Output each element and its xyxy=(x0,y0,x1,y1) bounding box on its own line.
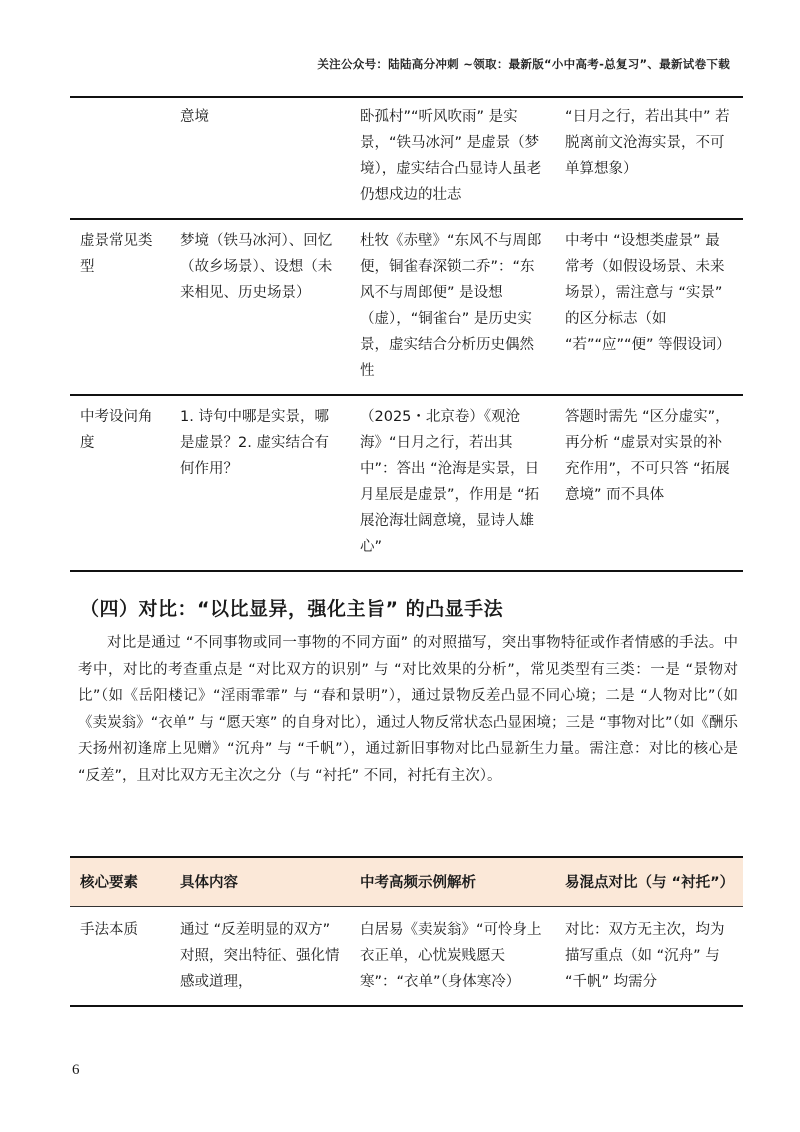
table-cell: 杜牧《赤壁》“东风不与周郎便，铜雀春深锁二乔”：“东风不与周郎便” 是设想（虚），“铜雀台” 是历史实景，虚实结合分析历史偶然性 xyxy=(350,219,555,395)
table-row xyxy=(70,907,743,1007)
comparison-table-continued xyxy=(70,96,743,572)
page-header: 关注公众号：陆陆高分冲刺 ~领取：最新版“小中高考-总复习”、最新试卷下载 xyxy=(317,57,730,71)
table-cell: 答题时需先 “区分虚实”，再分析 “虚景对实景的补充作用”，不可只答 “拓展意境” 而不具体 xyxy=(555,395,743,571)
section-heading: （四）对比：“以比显异，强化主旨” 的凸显手法 xyxy=(80,598,504,620)
table-cell: 1. 诗句中哪是实景，哪是虚景？2. 虚实结合有何作用？ xyxy=(170,395,350,571)
section-paragraph: 对比是通过 “不同事物或同一事物的不同方面” 的对照描写，突出事物特征或作者情感的手法。中考中，对比的考查重点是 “对比双方的识别” 与 “对比效果的分析”，常见类型有三类：一是 “景物对比”（如《岳阳楼记》“淫雨霏霏” 与 “春和景明”），通过景物反差凸显不同心境；二是 “人物对比”（如《卖炭翁》“衣单” 与 “愿天寒” 的自身对比），通过人物反常状态凸显困境；三是 “事物对比”（如《酬乐天扬州初逢席上见赠》“沉舟” 与 “千帆”），通过新旧事物对比凸显新生力量。需注意：对比的核心是 “反差”，且对比双方无主次之分（与 “衬托” 不同，衬托有主次）。 xyxy=(78,635,738,784)
table-cell: （2025・北京卷）《观沧海》“日月之行，若出其中”：答出 “沧海是实景，日月星辰是虚景”，作用是 “拓展沧海壮阔意境，显诗人雄心” xyxy=(350,395,555,571)
table-header-row xyxy=(70,857,743,907)
column-header: 易混点对比（与 “衬托”） xyxy=(555,857,743,907)
table-cell: 中考中 “设想类虚景” 最常考（如假设场景、未来场景），需注意与 “实景” 的区分标志（如 “若”“应”“便” 等假设词） xyxy=(555,219,743,395)
table-cell: 对比：双方无主次，均为描写重点（如 “沉舟” 与 “千帆” 均需分 xyxy=(555,907,743,1007)
table-row xyxy=(70,219,743,395)
table-cell: “日月之行，若出其中” 若脱离前文沧海实景，不可单算想象） xyxy=(555,96,743,219)
column-header: 具体内容 xyxy=(170,857,350,907)
table-cell: 手法本质 xyxy=(70,907,170,1007)
table-cell xyxy=(70,96,170,219)
table-cell: 白居易《卖炭翁》“可怜身上衣正单，心忧炭贱愿天寒”：“衣单”（身体寒冷） xyxy=(350,907,555,1007)
column-header: 中考高频示例解析 xyxy=(350,857,555,907)
table-row xyxy=(70,395,743,571)
table-row xyxy=(70,96,743,219)
table-cell: 梦境（铁马冰河）、回忆（故乡场景）、设想（未来相见、历史场景） xyxy=(170,219,350,395)
page-number: 6 xyxy=(72,1062,80,1078)
table-cell: 意境 xyxy=(170,96,350,219)
contrast-table xyxy=(70,856,743,1007)
table-cell: 中考设问角度 xyxy=(70,395,170,571)
table-cell: 卧孤村”“听风吹雨” 是实景，“铁马冰河” 是虚景（梦境），虚实结合凸显诗人虽老仍想戍边的壮志 xyxy=(350,96,555,219)
table-cell: 虚景常见类型 xyxy=(70,219,170,395)
table-cell: 通过 “反差明显的双方” 对照，突出特征、强化情感或道理， xyxy=(170,907,350,1007)
column-header: 核心要素 xyxy=(70,857,170,907)
